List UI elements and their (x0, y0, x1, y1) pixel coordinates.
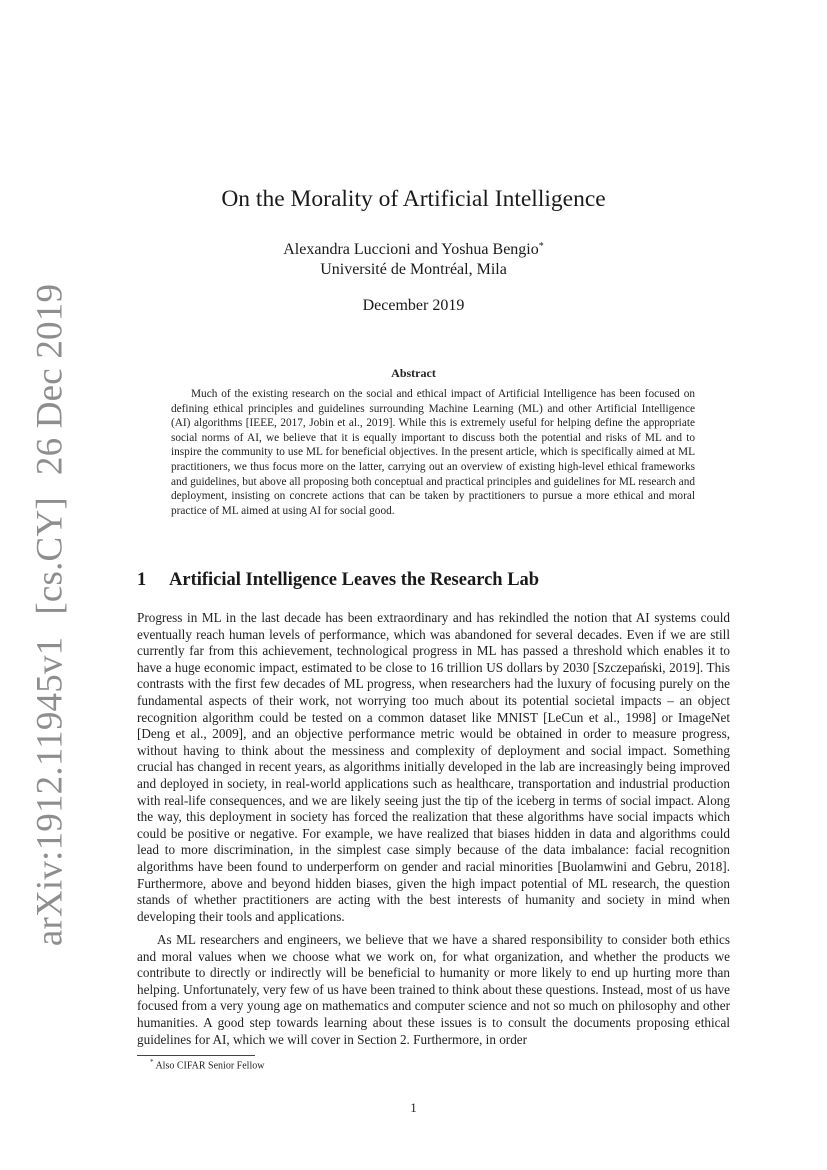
abstract-text: Much of the existing research on the social and ethical impact of Artificial Intelligence has been focused on defining ethical principles and guidelines surrounding Machine Learning (ML) and other Artificial Intelligence (AI) algorithms [IEEE, 2017, Jobin et al., 2019]. While this is extremely useful for helping define the appropriate social norms of AI, we believe that it is equally important to discuss both the potential and risks of ML and to inspire the community to use ML for beneficial objectives. In the present article, which is specifically aimed at ML practitioners, we thus focus more on the latter, carrying out an overview of existing high-level ethical frameworks and guidelines, but above all proposing both conceptual and practical principles and guidelines for ML research and deployment, insisting on concrete actions that can be taken by practitioners to pursue a more ethical and moral practice of ML aimed at using AI for social good. (171, 388, 695, 517)
author-footnote-mark: * (538, 241, 544, 252)
arxiv-id: arXiv:1912.11945v1 (29, 636, 71, 947)
footnote (150, 1058, 264, 1071)
section-number: 1 (137, 570, 147, 590)
section-title: Artificial Intelligence Leaves the Research Lab (169, 570, 540, 590)
affiliation: Université de Montréal, Mila (320, 261, 507, 278)
footnote-divider (137, 1055, 255, 1056)
section-heading (137, 570, 539, 591)
arxiv-category: [cs.CY] (29, 497, 71, 615)
body-paragraph: As ML researchers and engineers, we believe that we have a shared responsibility to consider both ethics and moral values when we choose what we work on, for what organization, and whether the products we contribute to directly or indirectly will be beneficial to humanity or more likely to end up hurting more than helping. Unfortunately, very few of us have been trained to think about these questions. Instead, most of us have focused from a very young age on mathematics and computer science and not so much on philosophy and other humanities. A good step towards learning about these issues is to consult the documents proposing ethical guidelines for AI, which we will cover in Section 2. Furthermore, in order (137, 932, 730, 1047)
paper-date: December 2019 (362, 297, 465, 314)
body-paragraph: Progress in ML in the last decade has been extraordinary and has rekindled the notion that AI systems could eventually reach human levels of performance, which was abandoned for several decades. Even if we are still currently far from this achievement, technological progress in ML has passed a threshold which enables it to have a huge economic impact, estimated to be close to 16 trillion US dollars by 2030 [Szczepański, 2019]. This contrasts with the first few decades of ML progress, when researchers had the luxury of focusing purely on the fundamental aspects of their work, not worrying too much about its potential societal impacts – an object recognition algorithm could be tested on a common dataset like MNIST [LeCun et al., 1998] or ImageNet [Deng et al., 2009], and an objective performance metric would be obtained in order to measure progress, without having to think about the messiness and complexity of deployment and social impact. Something crucial has changed in recent years, as algorithms initially developed in the lab are increasingly being improved and deployed in society, in real-world applications such as healthcare, transportation and industrial production with real-life consequences, and we are likely seeing just the tip of the iceberg in terms of social impact. Along the way, this deployment in society has forced the realization that these algorithms have social impacts which could be positive or negative. For example, we have realized that biases hidden in data and algorithms could lead to more discrimination, in the simplest case simply because of the data imbalance: facial recognition algorithms have been found to underperform on gender and racial minorities [Buolamwini and Gebru, 2018]. Furthermore, above and beyond hidden biases, given the high impact potential of ML research, the question stands of whether practitioners are acting with the best interests of humanity and society in mind when developing their tools and applications. (137, 610, 730, 924)
author-names: Alexandra Luccioni and Yoshua Bengio (283, 241, 539, 258)
arxiv-stamp (29, 284, 72, 946)
author-block (0, 240, 827, 280)
page-number: 1 (410, 1100, 417, 1115)
abstract-heading: Abstract (391, 366, 436, 380)
paper-title: On the Morality of Artificial Intelligence (221, 186, 606, 212)
footnote-text: Also CIFAR Senior Fellow (155, 1060, 265, 1072)
footnote-mark: * (150, 1058, 154, 1066)
arxiv-date: 26 Dec 2019 (29, 283, 71, 476)
